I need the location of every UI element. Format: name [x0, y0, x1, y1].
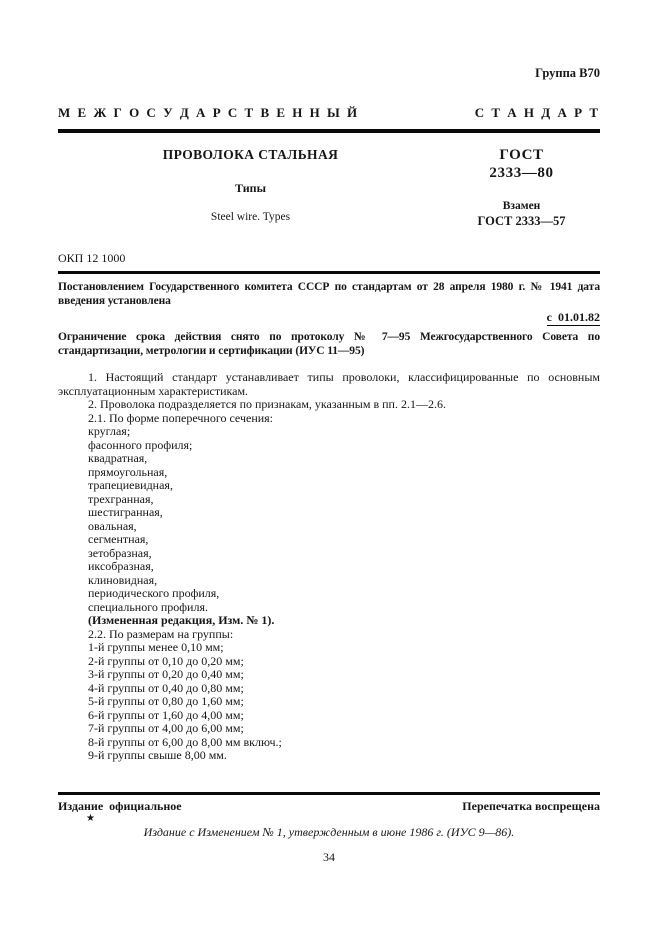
okp-rule: [58, 271, 600, 274]
list-item: 4-й группы от 0,40 до 0,80 мм;: [88, 680, 244, 695]
list-item: периодического профиля,: [88, 586, 220, 600]
standard-type-heading: [58, 105, 600, 121]
standard-designation-column: [443, 146, 600, 229]
limitation-paragraph: Ограничение срока действия снято по протоколу № 7—95 Межгосударственного Совета по стандартизации, метрологии и сертификации (ИУС 11—95): [58, 331, 600, 357]
page-footer: [58, 792, 600, 864]
list-item: квадратная,: [88, 451, 148, 465]
list-item: 9-й группы свыше 8,00 мм.: [88, 748, 227, 762]
size-groups-list: [58, 641, 600, 763]
clause-2-2: 2.2. По размерам на группы:: [88, 626, 234, 641]
replaces-value: ГОСТ 2333—57: [477, 214, 566, 228]
page-content: [0, 66, 661, 763]
list-item: 8-й группы от 6,00 до 8,00 мм включ.;: [88, 734, 282, 749]
edition-note: Издание с Изменением № 1, утвержденным в июне 1986 г. (ИУС 9—86).: [143, 825, 515, 839]
list-item: фасонного профиля;: [88, 437, 193, 452]
list-item: 3-й группы от 0,20 до 0,40 мм;: [88, 667, 244, 681]
reprint-prohibited-notice: Перепечатка воспрещена: [462, 799, 600, 813]
list-item: прямоугольная,: [88, 464, 168, 479]
list-item: трехгранная,: [88, 491, 154, 506]
clause-2: 2. Проволока подразделяется по признакам, указанным в пп. 2.1—2.6.: [88, 397, 446, 411]
list-item: зетобразная,: [88, 545, 152, 560]
list-item: шестигранная,: [88, 505, 163, 519]
effective-date-line: [58, 310, 600, 324]
list-item: сегментная,: [88, 532, 149, 546]
list-item: клиновидная,: [88, 572, 158, 587]
list-item: 6-й группы от 1,60 до 4,00 мм;: [88, 707, 244, 722]
header-rule: [58, 129, 600, 133]
list-item: специального профиля.: [88, 599, 208, 614]
resolution-paragraph: Постановлением Государственного комитета СССР по стандартам от 28 апреля 1980 г. № 1941 дата введения установлена: [58, 281, 600, 307]
document-title: ПРОВОЛОКА СТАЛЬНАЯ: [162, 147, 339, 162]
list-item: 7-й группы от 4,00 до 6,00 мм;: [88, 721, 244, 735]
list-item: иксобразная,: [88, 559, 154, 573]
cross-section-shapes-list: [58, 425, 600, 614]
title-left-column: [58, 146, 443, 229]
clause-1: 1. Настоящий стандарт устанавливает типы проволоки, классифицированные по основным эксплуатационным характеристикам.: [58, 370, 600, 398]
list-item: трапециевидная,: [88, 478, 173, 492]
list-item: 2-й группы от 0,10 до 0,20 мм;: [88, 653, 244, 668]
gost-number: 2333—80: [489, 165, 554, 181]
effective-date: с 01.01.82: [546, 310, 600, 324]
official-edition-notice: Издание официальное: [58, 799, 182, 813]
standard-type-word-standard: С Т А Н Д А Р Т: [474, 105, 600, 120]
standard-body: [58, 371, 600, 763]
okp-code: ОКП 12 1000: [58, 251, 126, 265]
star-icon: ★: [86, 813, 95, 824]
clause-2-1: 2.1. По форме поперечного сечения:: [88, 410, 274, 425]
document-title-english: Steel wire. Types: [210, 211, 291, 223]
gost-label: ГОСТ: [499, 147, 544, 163]
standard-type-word-interstate: М Е Ж Г О С У Д А Р С Т В Е Н Н Ы Й: [58, 105, 360, 120]
replaces-label: Взамен: [502, 200, 541, 212]
footer-notices: [58, 799, 600, 813]
group-code: Группа В70: [535, 66, 600, 80]
document-subtitle: Типы: [235, 181, 266, 195]
list-item: круглая;: [88, 424, 131, 438]
title-block: [58, 146, 600, 229]
list-item: 1-й группы менее 0,10 мм;: [88, 640, 224, 654]
footer-rule: [58, 792, 600, 795]
page-number: 34: [323, 850, 335, 864]
list-item: овальная,: [88, 518, 137, 533]
list-item: 5-й группы от 0,80 до 1,60 мм;: [88, 694, 244, 708]
amendment-note: (Измененная редакция, Изм. № 1).: [88, 613, 275, 627]
